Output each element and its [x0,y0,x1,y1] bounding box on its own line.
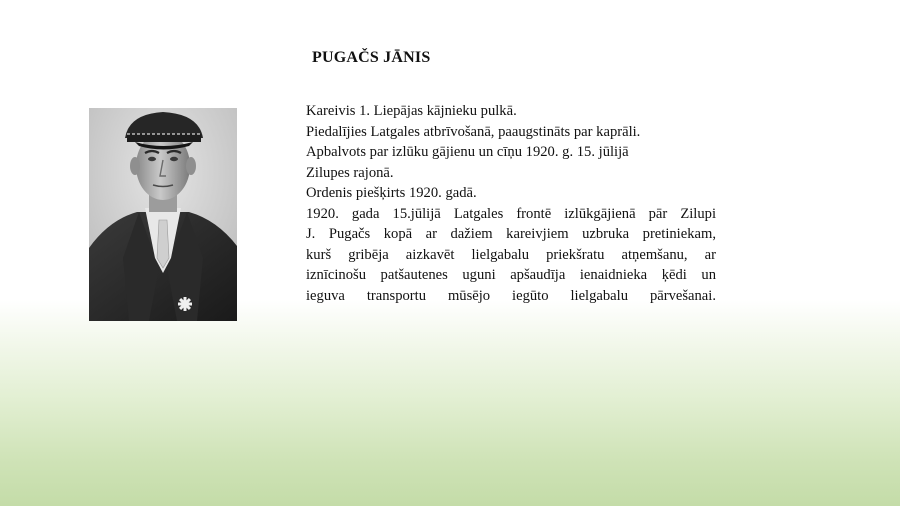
paragraph-line-4: iznīcinošu patšautenes uguni apšaudīja ienaidnieka ķēdi un [306,267,716,283]
paragraph-line-2: J. Pugačs kopā ar dažiem kareivjiem uzbruka pretiniekam, [306,226,716,242]
bio-line-award: Apbalvots par izlūku gājienu un cīņu 1920. g. 15. jūlijā [306,144,629,160]
slide-title: PUGAČS JĀNIS [312,49,431,66]
bio-line-order: Ordenis piešķirts 1920. gadā. [306,185,477,201]
biography-text [306,101,716,306]
bio-line-region: Zilupes rajonā. [306,164,394,181]
bio-line-participation: Piedalījies Latgales atbrīvošanā, paaugstināts par kaprāli. [306,123,641,140]
paragraph-line-1: 1920. gada 15.jūlijā Latgales frontē izlūkgājienā pār Zilupi [306,205,716,222]
paragraph-line-3: kurš gribēja aizkavēt lielgabalu priekšratu atņemšanu, ar [306,246,716,263]
bio-line-rank: Kareivis 1. Liepājas kājnieku pulkā. [306,103,517,119]
paragraph-line-5: ieguva transportu mūsējo iegūto lielgabalu pārvešanai. [306,287,716,304]
portrait-photo [89,108,237,321]
